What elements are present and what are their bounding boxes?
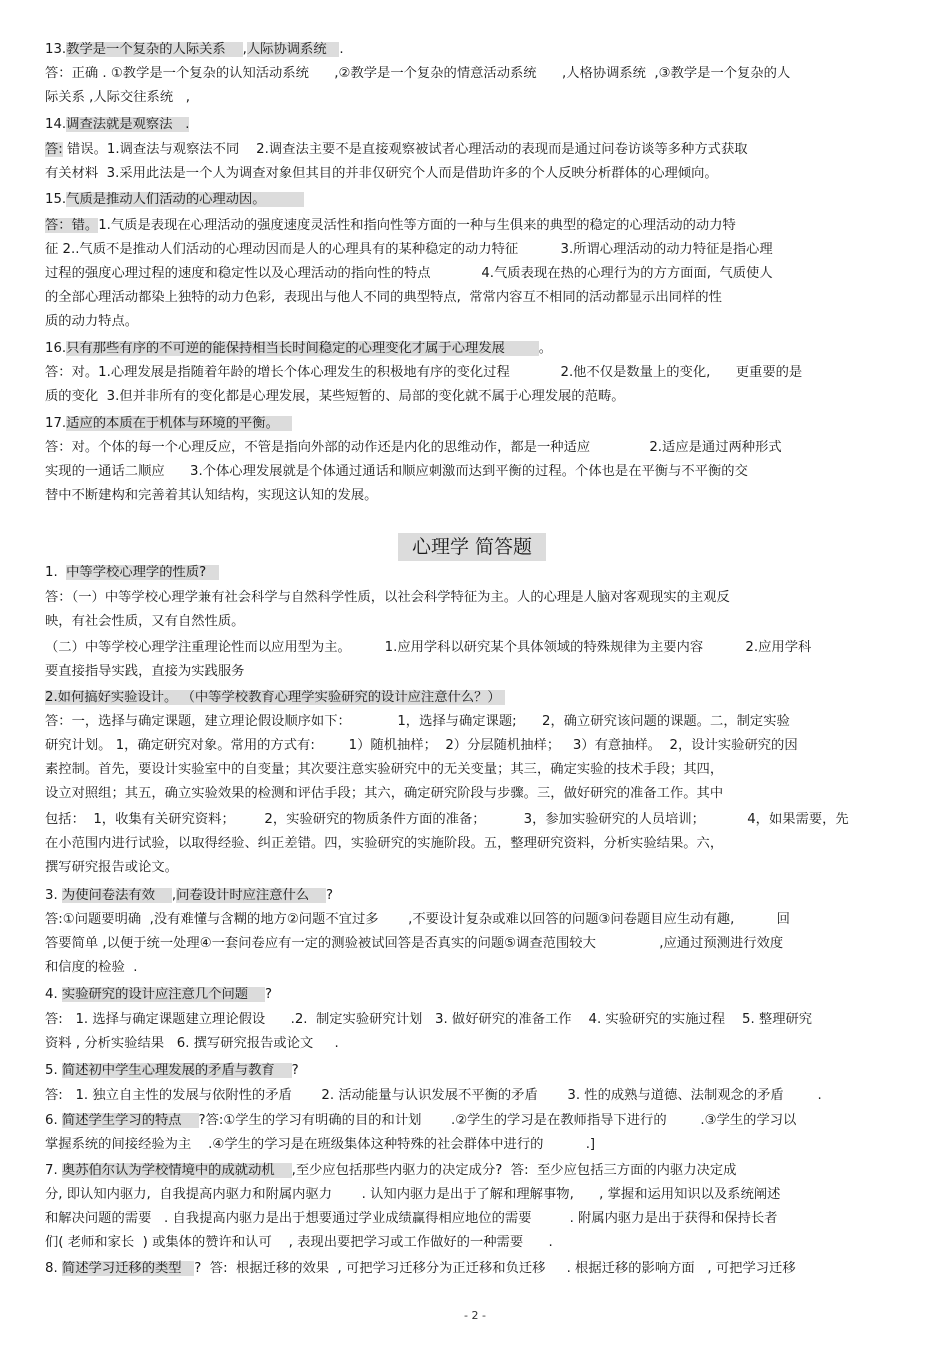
text-segment: 资料 , 分析实验结果 6. 撰写研究报告或论文 . [45,1036,339,1051]
text-segment: 征 2..气质不是推动人们活动的心理动因而是人的心理具有的某种稳定的动力特征 3.所谓心理活动的动力特征是指心理 [45,242,773,257]
text-segment: 们( 老师和家长 ) 或集体的赞许和认可 , 表现出要把学习或工作做好的一种需要 . [45,1235,553,1250]
text-line [45,934,783,954]
text-line [45,414,292,434]
highlighted-text: 2.如何搞好实验设计。 （中等学校教育心理学实验研究的设计应注意什么？） [45,690,505,705]
text-segment: 有关材料 3.采用此法是一个人为调查对象但其目的并非仅研究个人而是借助许多的个人反映分析群体的心理倾向。 [45,166,718,181]
text-line [45,64,790,84]
highlighted-text: 简述初中学生心理发展的矛盾与教育 [61,1063,292,1078]
text-segment: 设立对照组；其五，确立实验效果的检测和评估手段；其六，确定研究阶段与步骤。三，做好研究的准备工作。其中 [45,786,724,801]
text-segment: 撰写研究报告或论文。 [45,860,178,875]
highlighted-text: 教学是一个复杂的人际关系 [66,42,243,57]
text-line [45,240,773,260]
text-line [45,588,730,608]
text-line [45,190,304,210]
text-segment: 在小范围内进行试验，以取得经验、纠正差错。四，实验研究的实施阶段。五，整理研究资料，分析实验结果。六， [45,836,724,851]
text-segment: 际关系 ,人际交往系统 , [45,90,191,105]
text-line [45,985,272,1005]
text-line [45,288,722,308]
text-line [45,1259,796,1279]
text-line [45,264,773,284]
highlighted-text: 调查法就是观察法 . [66,117,190,132]
text-line [45,88,190,108]
text-segment: 3. [45,888,62,903]
text-segment: 答：一，选择与确定课题，建立理论假设顺序如下： 1，选择与确定课题; 2，确立研究该问题的课题。二，制定实验 [45,714,790,729]
highlighted-text: 人际协调系统 [246,42,340,57]
text-line [45,387,625,407]
text-line [45,115,189,135]
text-line [45,438,782,458]
text-segment: 掌握系统的间接经验为主 .④学生的学习是在班级集体这种特殊的社会群体中进行的 .] [45,1137,596,1152]
text-line [45,563,219,583]
text-segment: 答要简单 ,以便于统一处理④一套问卷应有一定的测验被试回答是否真实的问题⑤调查范围较大 ,应通过预测进行效度 [45,936,784,951]
highlighted-text: 适应的本质在于机体与环境的平衡。 [66,416,292,431]
text-segment: 6. [45,1113,62,1128]
text-segment: ? [265,987,273,1002]
text-segment: 要直接指导实践，直接为实践服务 [45,664,245,679]
text-segment: 4. [45,987,62,1002]
text-line [45,1010,812,1030]
text-segment: ? [326,888,334,903]
highlighted-text: 答：错。 [45,218,99,233]
text-line [45,1233,553,1253]
text-line [45,612,244,632]
text-segment: 7. [45,1163,62,1178]
text-segment: 分, 即认知内驱力, 自我提高内驱力和附属内驱力 . 认知内驱力是出于了解和理解事物, , 掌握和运用知识以及系统阐述 [45,1187,781,1202]
text-segment: 15. [45,192,67,207]
highlighted-text: 中等学校心理学的性质? [66,565,219,580]
text-line [45,736,798,756]
text-segment: 素控制。首先，要设计实验室中的自变量；其次要注意实验研究中的无关变量；其三，确定实验的技术手段；其四， [45,762,724,777]
text-segment: 实现的一通话二顺应 3.个体心理发展就是个体通过通话和顺应刺激而达到平衡的过程。个体也是在平衡与不平衡的交 [45,464,748,479]
highlighted-text: 问卷设计时应注意什么 [176,888,327,903]
text-segment: 答:①问题要明确 ,没有难懂与含糊的地方②问题不宜过多 ,不要设计复杂或难以回答的问题③问卷题目应生动有趣, 回 [45,912,790,927]
highlighted-text: 为使问卷法有效 [61,888,172,903]
text-line [45,886,333,906]
text-segment: 和解决问题的需要 . 自我提高内驱力是出于想要通过学业成绩赢得相应地位的需要 . 附属内驱力是出于获得和保持长者 [45,1211,778,1226]
text-segment: 过程的强度心理过程的速度和稳定性以及心理活动的指向性的特点 4.气质表现在热的心理行为的方方面面, 气质使人 [45,266,773,281]
section-title: 心理学 简答题 [398,533,546,561]
text-line [45,712,790,732]
text-line [45,1034,339,1054]
text-line [45,760,723,780]
highlighted-text: 简述学生学习的特点 [61,1113,199,1128]
text-line [45,638,811,658]
text-line [45,858,178,878]
text-segment: 研究计划。 1，确定研究对象。常用的方式有: 1）随机抽样； 2）分层随机抽样； 3）有意抽样。 2，设计实验研究的因 [45,738,798,753]
text-line [45,40,344,60]
text-line [45,834,723,854]
text-segment: 的全部心理活动都染上独特的动力色彩, 表现出与他人不同的典型特点, 常常内容互不相同的活动都显示出同样的性 [45,290,722,305]
text-segment: ?答:①学生的学习有明确的目的和计划 .②学生的学习是在教师指导下进行的 .③学生的学习以 [198,1113,797,1128]
text-segment: 8. [45,1261,62,1276]
text-line [45,688,505,708]
highlighted-text: 只有那些有序的不可逆的能保持相当长时间稳定的心理变化才属于心理发展 [66,341,539,356]
text-segment: 答：正确 . ①教学是一个复杂的认知活动系统 ,②教学是一个复杂的情意活动系统 ,人格协调系统 ,③教学是一个复杂的人 [45,66,791,81]
text-segment: 映，有社会性质，又有自然性质。 [45,614,245,629]
text-segment: 包括： 1，收集有关研究资料； 2，实验研究的物质条件方面的准备； 3，参加实验研究的人员培训； 4，如果需要，先 [45,812,849,827]
text-line [45,958,137,978]
text-segment: （二）中等学校心理学注重理论性而以应用型为主。 1.应用学科以研究某个具体领域的特殊规律为主要内容 2.应用学科 [45,640,812,655]
text-segment: 和信度的检验 . [45,960,138,975]
text-segment: 17. [45,416,67,431]
text-segment: 答：（一）中等学校心理学兼有社会科学与自然科学性质，以社会科学特征为主。人的心理是人脑对客观现实的主观反 [45,590,730,605]
text-line [45,486,377,506]
text-segment: 错误。1.调查法与观察法不同 2.调查法主要不是直接观察被试者心理活动的表现而是通过问卷访谈等多种方式获取 [62,142,748,157]
text-segment: 16. [45,341,67,356]
text-segment: ? [291,1063,299,1078]
text-line [45,910,790,930]
text-segment: 1. [45,565,67,580]
text-line [45,339,552,359]
text-line [45,810,849,830]
text-segment: 1.气质是表现在心理活动的强度速度灵活性和指向性等方面的一种与生俱来的典型的稳定的心理活动的动力特 [98,218,736,233]
text-segment: 5. [45,1063,62,1078]
highlighted-text: 实验研究的设计应注意几个问题 [61,987,265,1002]
text-segment: ? 答: 根据迁移的效果 , 可把学习迁移分为正迁移和负迁移 . 根据迁移的影响方面 , 可把学习迁移 [194,1261,796,1276]
text-segment: 。 [538,341,553,356]
highlighted-text: 气质是推动人们活动的心理动因。 [66,192,304,207]
text-line [45,1185,780,1205]
highlighted-text: 奥苏伯尔认为学校情境中的成就动机 [61,1163,292,1178]
text-segment: 答：对。1.心理发展是指随着年龄的增长个体心理发生的积极地有序的变化过程 2.他不仅是数量上的变化, 更重要的是 [45,365,803,380]
text-segment: 质的动力特点。 [45,314,139,329]
text-line [45,1061,299,1081]
text-line [45,312,138,332]
highlighted-text: 答: [45,142,63,157]
text-segment: 14. [45,117,67,132]
text-segment: 答: 1. 选择与确定课题建立理论假设 .2. 制定实验研究计划 3. 做好研究的准备工作 4. 实验研究的实施过程 5. 整理研究 [45,1012,813,1027]
text-line [45,1161,736,1181]
text-line [45,216,736,236]
text-segment: , [171,888,177,903]
text-line [45,1111,796,1131]
page-number: - 2 - [464,1309,486,1322]
text-segment: . [339,42,344,57]
text-line [45,140,748,160]
text-segment: , [242,42,247,57]
highlighted-text: 简述学习迁移的类型 [61,1261,195,1276]
text-segment: 13. [45,42,67,57]
text-line [45,662,244,682]
text-line [45,1209,777,1229]
text-segment: 质的变化 3.但并非所有的变化都是心理发展，某些短暂的、局部的变化就不属于心理发展的范畴。 [45,389,625,404]
text-line [45,784,723,804]
text-line [45,1086,822,1106]
text-line [45,164,718,184]
text-line [45,462,748,482]
text-line [45,1135,595,1155]
text-segment: 答：对。个体的每一个心理反应，不管是指向外部的动作还是内化的思维动作，都是一种适应 2.适应是通过两种形式 [45,440,782,455]
text-segment: 答: 1. 独立自主性的发展与依附性的矛盾 2. 活动能量与认识发展不平衡的矛盾 3. 性的成熟与道德、法制观念的矛盾 . [45,1088,822,1103]
text-line [45,363,802,383]
text-segment: ,至少应包括那些内驱力的决定成分? 答: 至少应包括三方面的内驱力决定成 [291,1163,737,1178]
text-segment: 替中不断建构和完善着其认知结构，实现这认知的发展。 [45,488,378,503]
